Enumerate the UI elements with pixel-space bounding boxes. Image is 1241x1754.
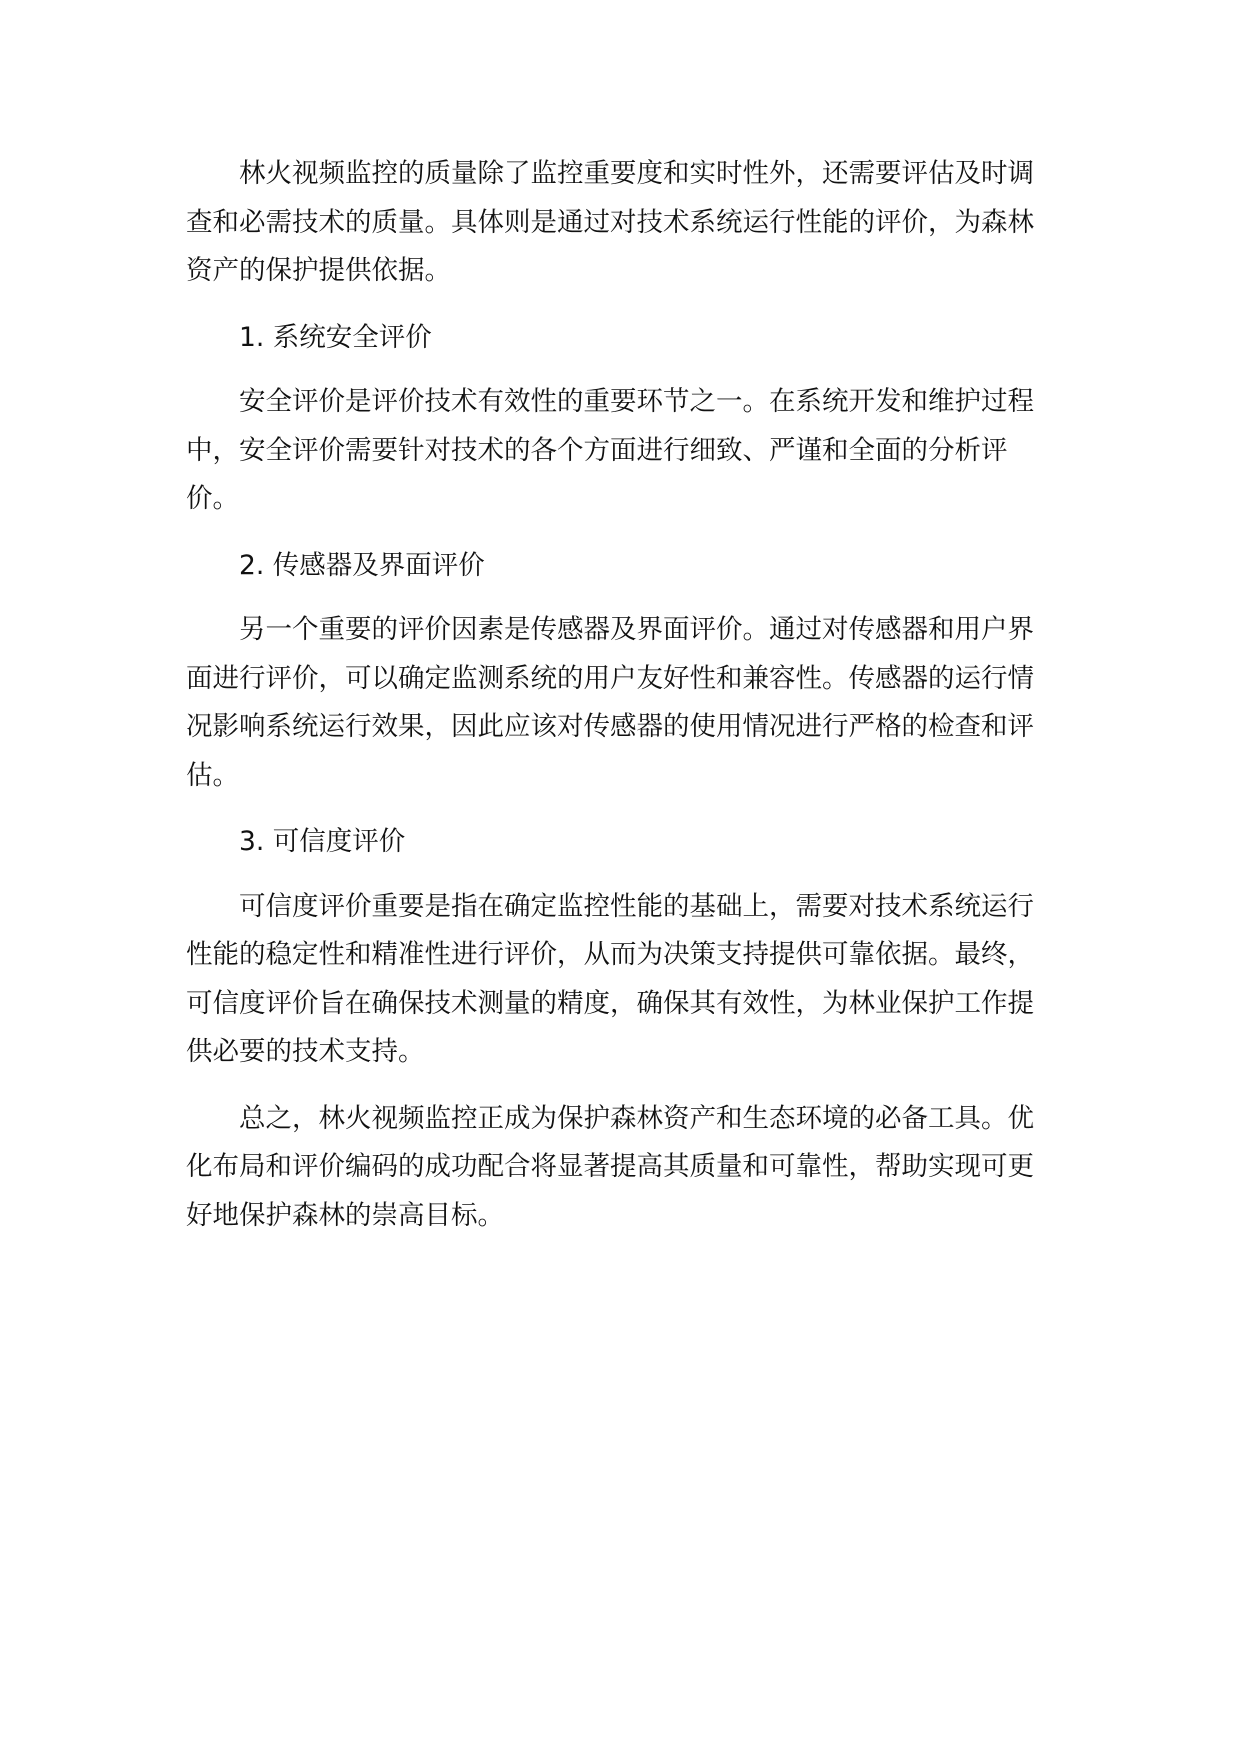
system-security-paragraph: 安全评价是评价技术有效性的重要环节之一。在系统开发和维护过程中，安全评价需要针对技术的各个方面进行细致、严谨和全面的分析评价。 [186, 386, 1034, 514]
intro-paragraph: 林火视频监控的质量除了监控重要度和实时性外，还需要评估及时调查和必需技术的质量。具体则是通过对技术系统运行性能的评价，为森林资产的保护提供依据。 [186, 158, 1034, 286]
credibility-paragraph: 可信度评价重要是指在确定监控性能的基础上，需要对技术系统运行性能的稳定性和精准性进行评价，从而为决策支持提供可靠依据。最终，可信度评价旨在确保技术测量的精度，确保其有效性，为林业保护工作提供必要的技术支持。 [186, 890, 1034, 1067]
section-heading-credibility: 3. 可信度评价 [239, 826, 406, 857]
sensor-interface-paragraph: 另一个重要的评价因素是传感器及界面评价。通过对传感器和用户界面进行评价，可以确定监测系统的用户友好性和兼容性。传感器的运行情况影响系统运行效果，因此应该对传感器的使用情况进行严格的检查和评估。 [186, 614, 1034, 791]
section-heading-sensor-interface: 2. 传感器及界面评价 [239, 549, 485, 581]
section-heading-system-security: 1. 系统安全评价 [239, 321, 432, 353]
document-body [186, 150, 1053, 1258]
conclusion-paragraph: 总之，林火视频监控正成为保护森林资产和生态环境的必备工具。优化布局和评价编码的成功配合将显著提高其质量和可靠性，帮助实现可更好地保护森林的崇高目标。 [186, 1102, 1034, 1231]
